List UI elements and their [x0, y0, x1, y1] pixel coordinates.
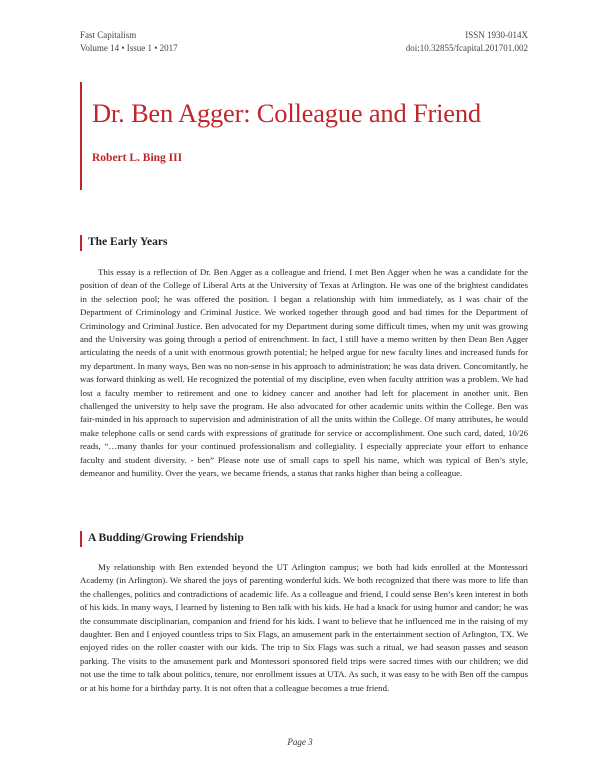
volume-issue: Volume 14 • Issue 1 • 2017 [80, 43, 178, 53]
section-paragraph: My relationship with Ben extended beyond the UT Arlington campus; we both had kids enrolled at the Montessori Academy (in Arlington). We shared the joys of parenting wonderful kids. We both recognized that there was more to life than the challenges, politics and contradictions of academic life. As a colleague and friend, I could sense Ben’s keen interest in both of his kids. In many ways, I learned by listening to Ben talk with his kids. He had a knack for using humor and candor; he was the consummate disciplinarian, companion and friend for his kids. I want to believe that he influenced me in the raising of my daughter. Ben and I enjoyed countless trips to Six Flags, an amusement park in the entertainment section of Arlington, TX. We enjoyed rides on the roller coaster with our kids. The trip to Six Flags was such a ritual, we had season passes and season parking. The visits to the amusement park and Montessori sponsored field trips were sacred times with our children; we did not use the time to talk about politics, tenure, nor enrollment issues at UTA. As such, it was easy to be with Ben off the campus or at his home for a birthday party. It is not often that a colleague becomes a true friend. [80, 562, 528, 693]
journal-name: Fast Capitalism [80, 30, 137, 40]
doi: doi:10.32855/fcapital.201701.002 [405, 43, 528, 53]
running-header-right [406, 29, 528, 55]
issn: ISSN 1930-014X [465, 30, 528, 40]
section-accent-bar [80, 531, 82, 547]
section-title: The Early Years [88, 236, 168, 248]
section-accent-bar [80, 235, 82, 251]
page-number: Page 3 [287, 737, 313, 747]
section-title: A Budding/Growing Friendship [88, 532, 244, 544]
title-block [80, 82, 528, 190]
article-title: Dr. Ben Agger: Colleague and Friend [92, 98, 481, 128]
author-name: Robert L. Bing III [92, 152, 183, 164]
title-accent-bar [80, 82, 82, 190]
running-header-left [80, 29, 178, 55]
section-paragraph: This essay is a reflection of Dr. Ben Agger as a colleague and friend. I met Ben Agger when he was a candidate for the position of dean of the College of Liberal Arts at the University of Texas at Arlington. He was one of the brightest candidates in the selection pool; he was offered the position. I began a relationship with him immediately, as I was chair of the Department of Criminology and Criminal Justice. We worked together through good and bad times for the Department of Criminology and Criminal Justice. Ben advocated for my Department during some difficult times, when my unit was growing and the University was going through a period of entrenchment. In fact, I still have a memo written by then Dean Ben Agger articulating the needs of a unit with enormous growth potential; he helped argue for new faculty lines and increased funds for my department. In many ways, Ben was no non-sense in his approach to administration; he was data driven. Concomitantly, he was forward thinking as well. He recognized the potential of my discipline, even when faculty attrition was a problem. We had lost a faculty member to retirement and one to kidney cancer and another had left for placement in another unit. Ben challenged the university to help save the program. He also advocated for other academic units within the College. Ben was fair-minded in his approach to supervision and administration of all the units within the College. Of many attributes, he would make telephone calls or send cards with expressions of gratitude for service or accomplishment. One such card, dated, 10/26 reads, “…many thanks for your continued professionalism and collegiality. I especially appreciate your effort to enhance faculty and student diversity. - ben” Please note use of small caps to spell his name, which was typical of Ben’s style, demeanor and humility. Over the years, we became friends, a status that ranks higher than being a colleague. [80, 267, 528, 479]
